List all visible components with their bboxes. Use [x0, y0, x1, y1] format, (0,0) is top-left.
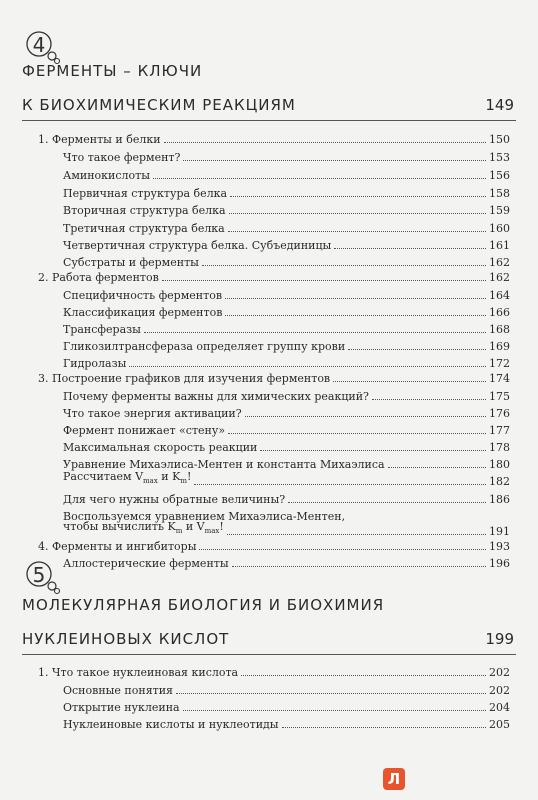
toc-entry-label: Почему ферменты важны для химических реакций?	[63, 390, 369, 403]
toc-entry-label: 3. Построение графиков для изучения ферментов	[38, 372, 331, 385]
toc-entry-page: 150	[489, 133, 510, 146]
toc-entry-page: 202	[489, 666, 510, 679]
chapter-number: 4	[32, 33, 46, 57]
toc-entry-label: Нуклеиновые кислоты и нуклеотиды	[63, 718, 279, 731]
toc-entry	[63, 239, 510, 252]
toc-entry-page: 202	[489, 684, 510, 697]
toc-entry-label: 2. Работа ферментов	[38, 271, 159, 284]
chapter-4-page: 149	[485, 96, 514, 114]
toc-entry-label: Фермент понижает «стену»	[63, 424, 226, 437]
toc-entry-page: 164	[489, 289, 510, 302]
toc-entry	[38, 666, 510, 679]
toc-entry-label: Максимальная скорость реакции	[63, 441, 258, 454]
dot-leader	[241, 675, 486, 676]
toc-entry	[63, 684, 510, 697]
toc-entry	[63, 519, 510, 538]
toc-entry	[63, 151, 510, 164]
chapter-4-title-line1: ФЕРМЕНТЫ – КЛЮЧИ	[22, 62, 203, 80]
toc-entry	[63, 493, 510, 506]
chapter-4-badge	[24, 30, 62, 64]
toc-entry-page: 156	[489, 169, 510, 182]
toc-entry-label: Гидролазы	[63, 357, 127, 370]
toc-entry-label: Основные понятия	[63, 684, 173, 697]
dot-leader	[183, 710, 486, 711]
dot-leader	[334, 248, 486, 249]
dot-leader	[333, 381, 486, 382]
toc-entry	[63, 407, 510, 420]
toc-entry	[63, 718, 510, 731]
toc-entry-page: 191	[489, 525, 510, 538]
toc-entry-page: 159	[489, 204, 510, 217]
toc-entry-page: 177	[489, 424, 510, 437]
toc-entry-page: 160	[489, 222, 510, 235]
toc-entry-label: Трансферазы	[63, 323, 141, 336]
toc-entry-label: Что такое фермент?	[63, 151, 181, 164]
dot-leader	[388, 467, 486, 468]
toc-entry-label: Гликозилтрансфераза определяет группу крови	[63, 340, 346, 353]
dot-leader	[194, 484, 486, 485]
chapter-5-rule	[22, 654, 516, 655]
dot-leader	[176, 693, 486, 694]
toc-entry	[63, 289, 510, 302]
toc-entry-label: Открытие нуклеина	[63, 701, 180, 714]
dot-leader	[225, 315, 486, 316]
toc-entry	[63, 701, 510, 714]
chapter-4-title-line2: К БИОХИМИЧЕСКИМ РЕАКЦИЯМ	[22, 96, 296, 114]
toc-entry-label: 1. Что такое нуклеиновая кислота	[38, 666, 239, 679]
dot-leader	[144, 332, 486, 333]
toc-entry-label: Аллостерические ферменты	[63, 557, 229, 570]
toc-entry	[63, 187, 510, 200]
toc-entry-page: 161	[489, 239, 510, 252]
toc-entry-page: 158	[489, 187, 510, 200]
toc-entry-page: 186	[489, 493, 510, 506]
toc-entry-label: Рассчитаем $V_{max}$ и $K_m$!	[63, 469, 192, 485]
toc-entry	[63, 222, 510, 235]
toc-entry	[38, 271, 510, 284]
dot-leader	[245, 416, 486, 417]
toc-entry-label: Что такое энергия активации?	[63, 407, 242, 420]
dot-leader	[199, 549, 486, 550]
toc-entry-page: 205	[489, 718, 510, 731]
toc-entry-label: Классификация ферментов	[63, 306, 223, 319]
toc-entry-page: 204	[489, 701, 510, 714]
dot-leader	[372, 399, 486, 400]
toc-entry-page: 182	[489, 475, 510, 488]
toc-entry	[63, 441, 510, 454]
dot-leader	[153, 178, 486, 179]
toc-entry-page: 172	[489, 357, 510, 370]
toc-entry-page: 168	[489, 323, 510, 336]
dot-leader	[227, 534, 486, 535]
dot-leader	[228, 231, 486, 232]
toc-entry	[63, 469, 510, 488]
toc-entry-page: 174	[489, 372, 510, 385]
dot-leader	[202, 265, 486, 266]
toc-entry-page: 153	[489, 151, 510, 164]
toc-entry-page: 162	[489, 256, 510, 269]
toc-entry-page: 196	[489, 557, 510, 570]
dot-leader	[162, 280, 486, 281]
dot-leader	[229, 213, 486, 214]
toc-entry	[63, 390, 510, 403]
toc-entry-label: Специфичность ферментов	[63, 289, 223, 302]
toc-entry-label: Четвертичная структура белка. Субъединицы	[63, 239, 332, 252]
chapter-5-badge	[24, 560, 62, 594]
toc-entry	[63, 256, 510, 269]
toc-entry	[38, 372, 510, 385]
toc-entry	[38, 540, 510, 553]
toc-entry-label: Уравнение Михаэлиса-Ментен и константа Михаэлиса	[63, 458, 385, 471]
toc-entry	[38, 133, 510, 146]
dot-leader	[260, 450, 486, 451]
toc-entry-label: 4. Ферменты и ингибиторы	[38, 540, 197, 553]
toc-entry-label: Субстраты и ферменты	[63, 256, 199, 269]
toc-entry-label: Первичная структура белка	[63, 187, 228, 200]
toc-entry-label: Воспользуемся уравнением Михаэлиса-Ментен,	[63, 510, 346, 523]
chapter-4-rule	[22, 120, 516, 121]
toc-entry-page: 193	[489, 540, 510, 553]
dot-leader	[228, 433, 486, 434]
watermark-logo: Л	[383, 768, 405, 790]
toc-entry	[63, 169, 510, 182]
dot-leader	[183, 160, 486, 161]
toc-entry-page: 166	[489, 306, 510, 319]
dot-leader	[348, 349, 486, 350]
dot-leader	[164, 142, 486, 143]
toc-entry	[63, 557, 510, 570]
toc-entry-label: Вторичная структура белка	[63, 204, 226, 217]
chapter-5-title-line2: НУКЛЕИНОВЫХ КИСЛОТ	[22, 630, 230, 648]
toc-entry-label: чтобы вычислить $K_m$ и $V_{max}$!	[63, 519, 224, 535]
toc-entry	[63, 424, 510, 437]
chapter-5-page: 199	[485, 630, 514, 648]
toc-entry-label: Для чего нужны обратные величины?	[63, 493, 286, 506]
dot-leader	[230, 196, 486, 197]
toc-entry-page: 180	[489, 458, 510, 471]
dot-leader	[282, 727, 486, 728]
dot-leader	[225, 298, 486, 299]
toc-entry	[63, 204, 510, 217]
chapter-5-title-line1: МОЛЕКУЛЯРНАЯ БИОЛОГИЯ И БИОХИМИЯ	[22, 596, 385, 614]
toc-entry	[63, 323, 510, 336]
dot-leader	[129, 366, 486, 367]
chapter-number: 5	[32, 563, 46, 587]
toc-entry-page: 175	[489, 390, 510, 403]
toc-entry-label: 1. Ферменты и белки	[38, 133, 161, 146]
toc-entry-label: Аминокислоты	[63, 169, 150, 182]
toc-entry-page: 162	[489, 271, 510, 284]
toc-entry	[63, 357, 510, 370]
toc-entry-page: 169	[489, 340, 510, 353]
toc-entry	[63, 340, 510, 353]
toc-entry-page: 178	[489, 441, 510, 454]
toc-entry-page: 176	[489, 407, 510, 420]
toc-entry-label: Третичная структура белка	[63, 222, 225, 235]
dot-leader	[232, 566, 486, 567]
toc-entry	[63, 306, 510, 319]
dot-leader	[288, 502, 486, 503]
